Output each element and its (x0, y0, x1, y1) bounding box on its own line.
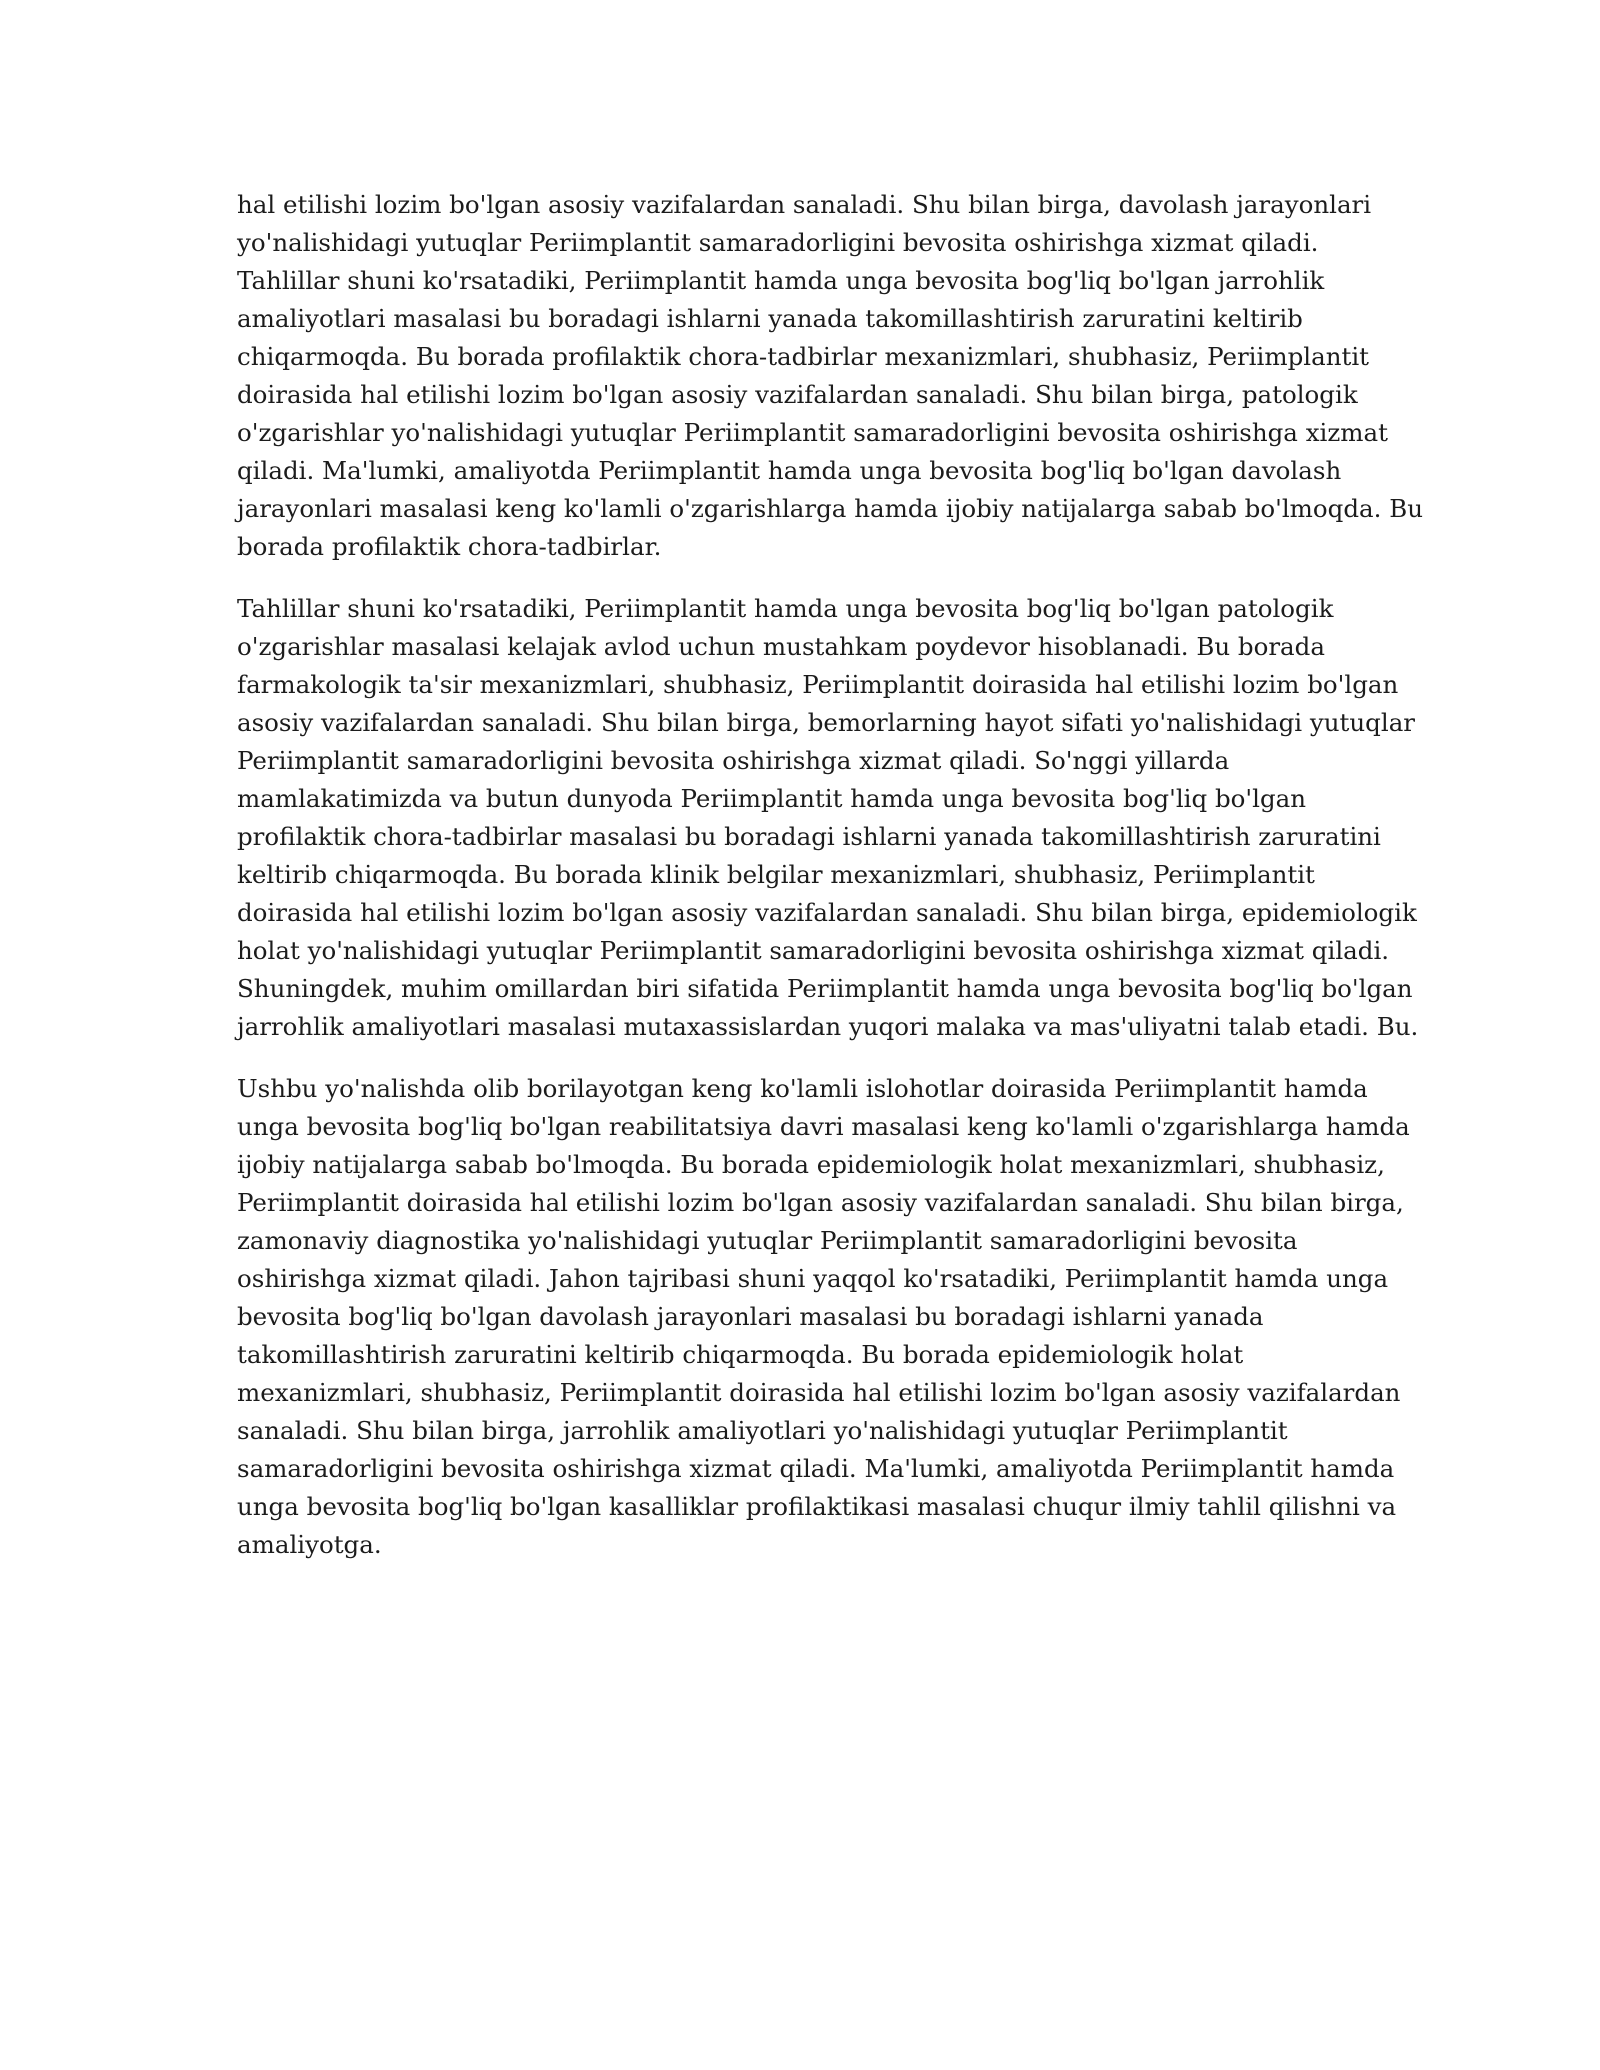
paragraph-1 (237, 186, 1423, 566)
text-line: unga bevosita bog'liq bo'lgan kasalliklar profilaktikasi masalasi chuqur ilmiy tahlil qilishni va (237, 1492, 1397, 1521)
text-line: Tahlillar shuni ko'rsatadiki, Periimplantit hamda unga bevosita bog'liq bo'lgan jarrohlik (237, 266, 1325, 295)
text-line: Periimplantit samaradorligini bevosita oshirishga xizmat qiladi. So'nggi yillarda (237, 746, 1230, 775)
text-line: yo'nalishidagi yutuqlar Periimplantit samaradorligini bevosita oshirishga xizmat qiladi. (237, 228, 1319, 257)
text-line: oshirishga xizmat qiladi. Jahon tajribasi shuni yaqqol ko'rsatadiki, Periimplantit hamda unga (237, 1264, 1389, 1293)
text-line: sanaladi. Shu bilan birga, jarrohlik amaliyotlari yo'nalishidagi yutuqlar Periimplantit (237, 1416, 1288, 1445)
text-line: jarayonlari masalasi keng ko'lamli o'zgarishlarga hamda ijobiy natijalarga sabab bo'lmoqda. Bu (237, 494, 1423, 523)
text-line: asosiy vazifalardan sanaladi. Shu bilan birga, bemorlarning hayot sifati yo'nalishidagi yutuqlar (237, 708, 1416, 737)
text-line: borada profilaktik chora-tadbirlar. (237, 532, 662, 561)
text-line: o'zgarishlar yo'nalishidagi yutuqlar Periimplantit samaradorligini bevosita oshirishga xizmat (237, 418, 1388, 447)
text-line: amaliyotga. (237, 1530, 382, 1559)
text-line: profilaktik chora-tadbirlar masalasi bu boradagi ishlarni yanada takomillashtirish zaruratini (237, 822, 1381, 851)
text-line: Tahlillar shuni ko'rsatadiki, Periimplantit hamda unga bevosita bog'liq bo'lgan patologik (237, 594, 1334, 623)
text-line: samaradorligini bevosita oshirishga xizmat qiladi. Ma'lumki, amaliyotda Periimplantit hamda (237, 1454, 1395, 1483)
text-line: Ushbu yo'nalishda olib borilayotgan keng ko'lamli islohotlar doirasida Periimplantit hamda (237, 1074, 1368, 1103)
text-line: doirasida hal etilishi lozim bo'lgan asosiy vazifalardan sanaladi. Shu bilan birga, epidemiologik (237, 898, 1417, 927)
text-line: chiqarmoqda. Bu borada profilaktik chora-tadbirlar mexanizmlari, shubhasiz, Periimplantit (237, 342, 1370, 371)
text-line: farmakologik ta'sir mexanizmlari, shubhasiz, Periimplantit doirasida hal etilishi lozim bo'lgan (237, 670, 1399, 699)
text-line: bevosita bog'liq bo'lgan davolash jarayonlari masalasi bu boradagi ishlarni yanada (237, 1302, 1264, 1331)
text-line: keltirib chiqarmoqda. Bu borada klinik belgilar mexanizmlari, shubhasiz, Periimplantit (237, 860, 1315, 889)
text-line: mexanizmlari, shubhasiz, Periimplantit doirasida hal etilishi lozim bo'lgan asosiy vazifalardan (237, 1378, 1401, 1407)
text-line: qiladi. Ma'lumki, amaliyotda Periimplantit hamda unga bevosita bog'liq bo'lgan davolash (237, 456, 1342, 485)
document-body (237, 186, 1423, 1588)
text-line: holat yo'nalishidagi yutuqlar Periimplantit samaradorligini bevosita oshirishga xizmat qiladi. (237, 936, 1390, 965)
paragraph-3 (237, 1070, 1410, 1564)
text-line: o'zgarishlar masalasi kelajak avlod uchun mustahkam poydevor hisoblanadi. Bu borada (237, 632, 1325, 661)
text-line: hal etilishi lozim bo'lgan asosiy vazifalardan sanaladi. Shu bilan birga, davolash jarayonlari (237, 190, 1372, 219)
text-line: Periimplantit doirasida hal etilishi lozim bo'lgan asosiy vazifalardan sanaladi. Shu bilan birga, (237, 1188, 1404, 1217)
text-line: amaliyotlari masalasi bu boradagi ishlarni yanada takomillashtirish zaruratini keltirib (237, 304, 1303, 333)
paragraph-2 (237, 590, 1419, 1046)
text-line: takomillashtirish zaruratini keltirib chiqarmoqda. Bu borada epidemiologik holat (237, 1340, 1244, 1369)
text-line: zamonaviy diagnostika yo'nalishidagi yutuqlar Periimplantit samaradorligini bevosita (237, 1226, 1298, 1255)
text-line: unga bevosita bog'liq bo'lgan reabilitatsiya davri masalasi keng ko'lamli o'zgarishlarga hamda (237, 1112, 1410, 1141)
text-line: doirasida hal etilishi lozim bo'lgan asosiy vazifalardan sanaladi. Shu bilan birga, patologik (237, 380, 1358, 409)
text-line: jarrohlik amaliyotlari masalasi mutaxassislardan yuqori malaka va mas'uliyatni talab etadi. Bu. (237, 1012, 1419, 1041)
text-line: Shuningdek, muhim omillardan biri sifatida Periimplantit hamda unga bevosita bog'liq bo'lgan (237, 974, 1413, 1003)
text-line: mamlakatimizda va butun dunyoda Periimplantit hamda unga bevosita bog'liq bo'lgan (237, 784, 1307, 813)
text-line: ijobiy natijalarga sabab bo'lmoqda. Bu borada epidemiologik holat mexanizmlari, shubhasiz, (237, 1150, 1385, 1179)
